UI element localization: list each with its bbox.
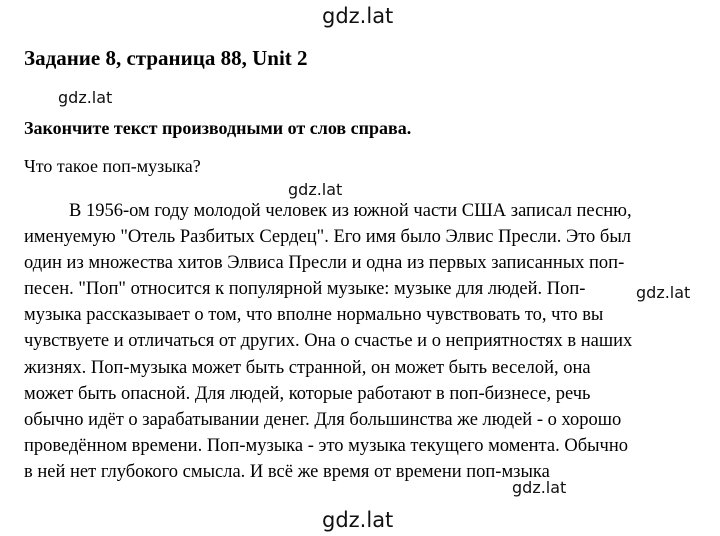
text-line: чувствуете и отличаться от других. Она о счастье и о неприятностях в наших [24,331,633,352]
text-line: проведённом времени. Поп-музыка - это музыка текущего момента. Обычно [24,435,628,456]
body-text [24,198,684,485]
text-line: песен. "Поп" относится к популярной музыке: музыке для людей. Поп- [24,279,586,300]
watermark: gdz.lat [288,180,343,199]
text-line: может быть опасной. Для людей, которые работают в поп-бизнесе, речь [24,383,591,404]
text-line: один из множества хитов Элвиса Пресли и одна из первых записанных поп- [24,253,625,274]
text-line: обычно идёт о зарабатывании денег. Для большинства же людей - о хорошо [24,409,622,430]
text-line: музыка рассказывает о том, что вполне нормально чувствовать то, что вы [24,305,604,326]
text-line: именуемую "Отель Разбитых Сердец". Его имя было Элвис Пресли. Это был [24,227,632,248]
watermark: gdz.lat [636,283,691,302]
watermark: gdz.lat [512,478,567,497]
watermark-bottom: gdz.lat [322,508,394,532]
text-line: В 1956-ом году молодой человек из южной части США записал песню, [69,201,632,221]
page-title: Задание 8, страница 88, Unit 2 [24,46,308,70]
watermark: gdz.lat [58,88,113,107]
text-line: жизнях. Поп-музыка может быть странной, он может быть веселой, она [24,357,591,378]
text-line: в ней нет глубокого смысла. И всё же время от времени поп-мзыка [24,461,550,482]
task-instruction: Закончите текст производными от слов справа. [24,118,412,138]
text-heading: Что такое поп-музыка? [24,156,201,176]
watermark-top: gdz.lat [322,4,394,28]
